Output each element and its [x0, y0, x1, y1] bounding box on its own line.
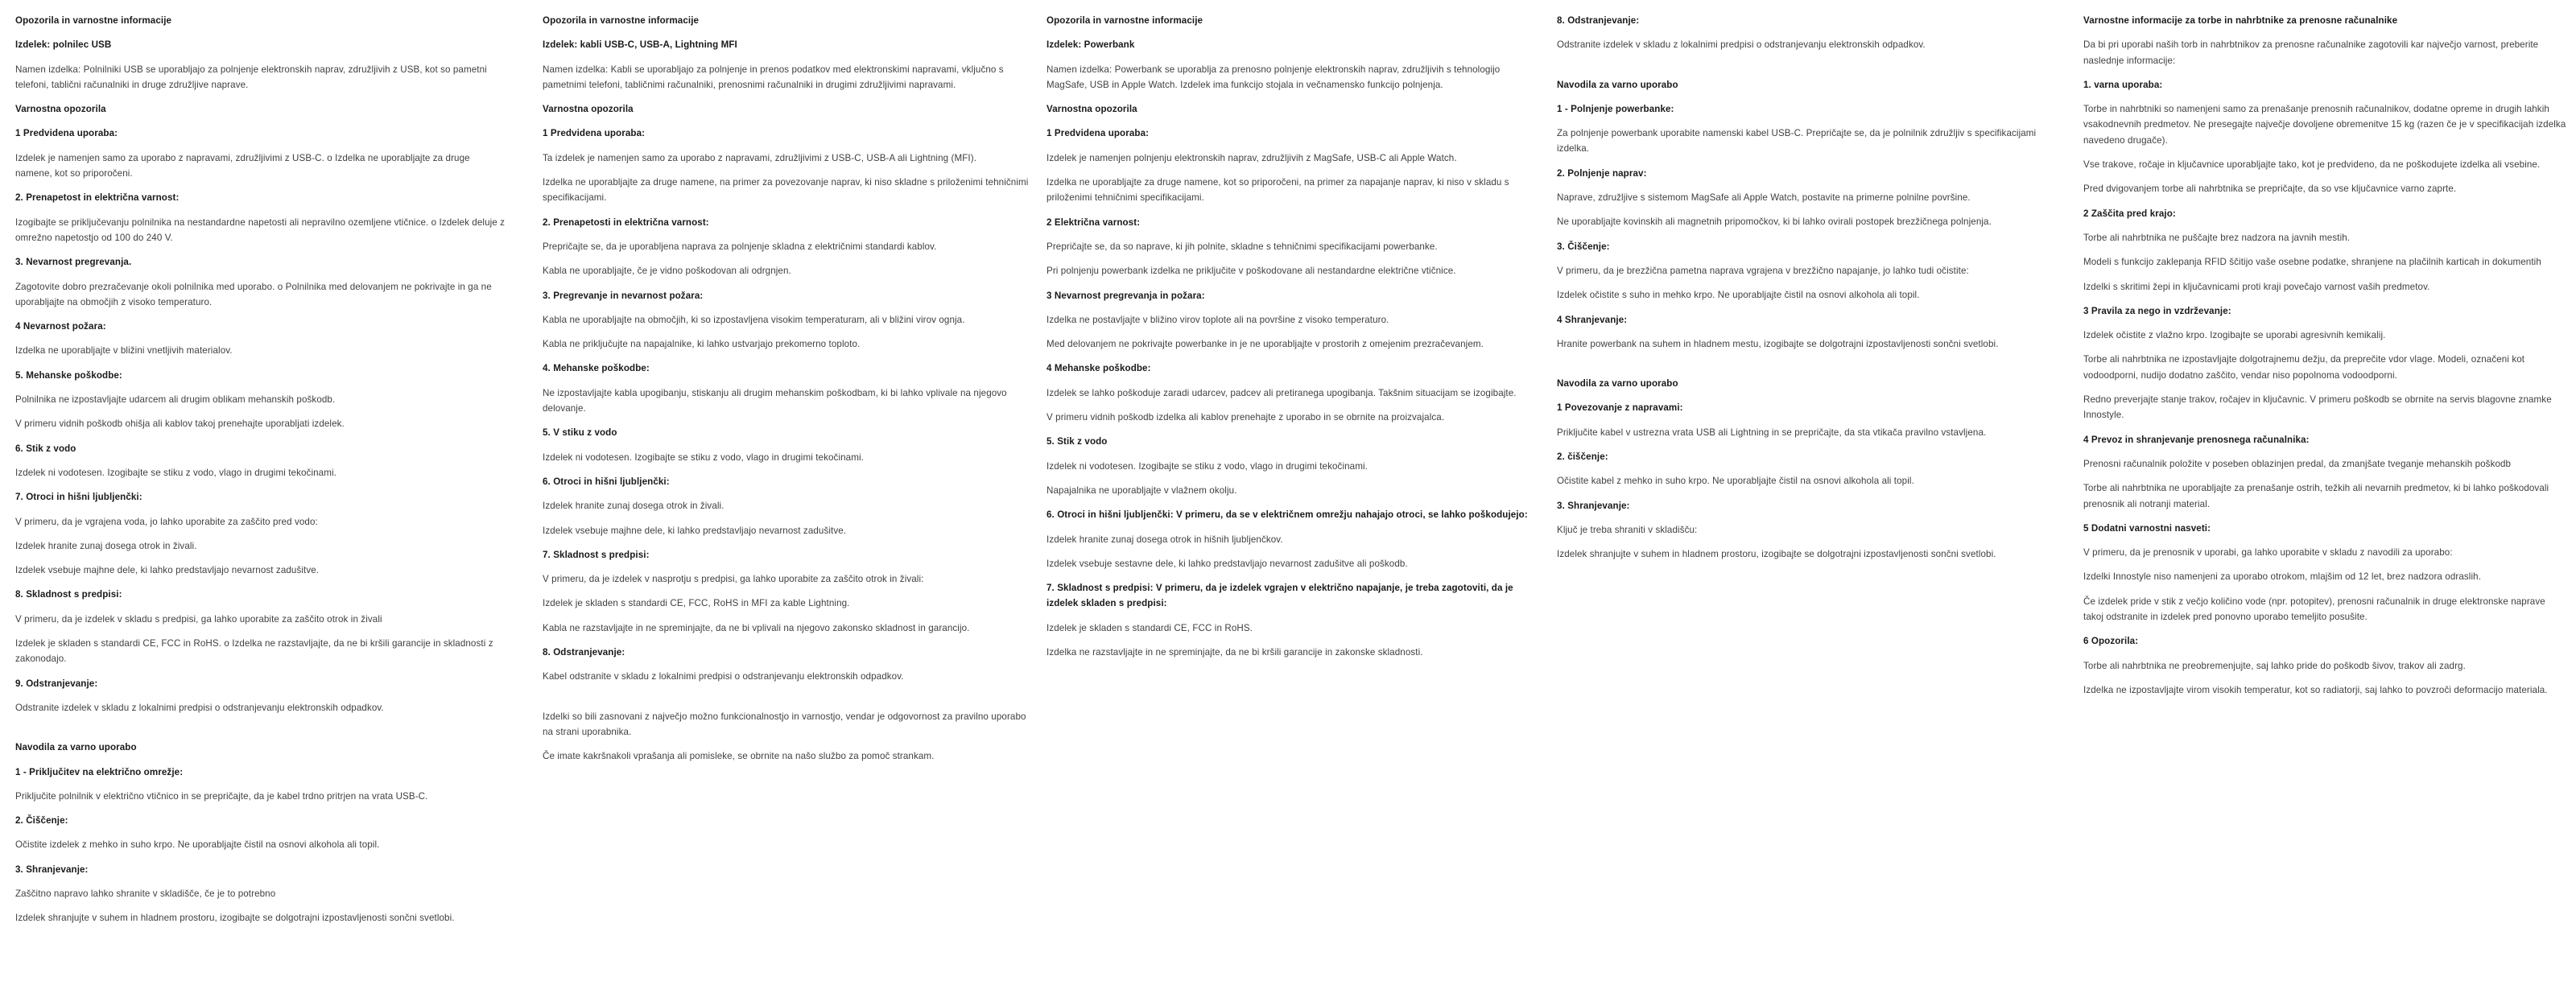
- section-heading: Varnostna opozorila: [15, 104, 106, 115]
- section-heading: 6. Otroci in hišni ljubljenčki: V primeru, da se v električnem omrežju nahajajo otroci, se lahko poškodujejo:: [1046, 509, 1528, 521]
- section-heading: 1 - Priključitev na električno omrežje:: [15, 766, 184, 777]
- paragraph: Namen izdelka: Powerbank se uporablja za prenosno polnjenje elektronskih naprav, združljivih s tehnologijo MagSafe, USB in Apple Watch. Izdelek ima funkcijo stojala in večnamensko funkcijo polnjenja.: [1046, 64, 1501, 90]
- section-heading: 6. Stik z vodo: [15, 443, 76, 454]
- section-heading: 1 Predvidena uporaba:: [543, 128, 646, 139]
- paragraph: Izdelek je skladen s standardi CE, FCC in RoHS.: [1046, 622, 1253, 633]
- section-heading: 1 Predvidena uporaba:: [15, 128, 118, 139]
- paragraph: Izdelek je namenjen samo za uporabo z napravami, združljivimi z USB-C. o Izdelka ne uporabljajte za druge namene, kot so priporočeni.: [15, 152, 470, 179]
- paragraph: V primeru, da je izdelek v skladu s predpisi, ga lahko uporabite za zaščito otrok in živali: [15, 613, 382, 625]
- section-heading: 2 Zaščita pred krajo:: [2083, 208, 2176, 219]
- section-heading: Opozorila in varnostne informacije: [1046, 15, 1203, 26]
- paragraph: Izdelek vsebuje sestavne dele, ki lahko predstavljajo nevarnost zadušitve ali poškodb.: [1046, 558, 1408, 569]
- section-heading: 3 Nevarnost pregrevanja in požara:: [1046, 290, 1205, 301]
- paragraph: Izdelka ne izpostavljajte virom visokih temperatur, kot so radiatorji, saj lahko to povzroči deformacijo materiala.: [2083, 684, 2548, 695]
- paragraph: Polnilnika ne izpostavljajte udarcem ali drugim oblikam mehanskih poškodb.: [15, 394, 336, 406]
- section-heading: 2. Prenapetosti in električna varnost:: [543, 216, 709, 228]
- section-heading: Navodila za varno uporabo: [15, 742, 137, 753]
- paragraph: V primeru, da je izdelek v nasprotju s predpisi, ga lahko uporabite za zaščito otrok in živali:: [543, 574, 924, 585]
- paragraph: Ključ je treba shraniti v skladišču:: [1557, 524, 1698, 535]
- column-powerbank-usage: [1557, 13, 2050, 571]
- paragraph: Če imate kakršnakoli vprašanja ali pomisleke, se obrnite na našo službo za pomoč strankam.: [543, 751, 935, 762]
- paragraph: Izdelek je namenjen polnjenju elektronskih naprav, združljivih z MagSafe, USB-C ali Apple Watch.: [1046, 152, 1457, 163]
- section-heading: Varnostna opozorila: [543, 104, 634, 115]
- paragraph: Odstranite izdelek v skladu z lokalnimi predpisi o odstranjevanju elektronskih odpadkov.: [15, 702, 384, 713]
- section-heading: 5. Stik z vodo: [1046, 436, 1108, 447]
- section-heading: 1 Predvidena uporaba:: [1046, 128, 1150, 139]
- paragraph: Odstranite izdelek v skladu z lokalnimi predpisi o odstranjevanju elektronskih odpadkov.: [1557, 39, 1926, 51]
- paragraph: Torbe ali nahrbtnika ne puščajte brez nadzora na javnih mestih.: [2083, 232, 2351, 243]
- section-heading: 2. Prenapetost in električna varnost:: [15, 192, 180, 204]
- section-heading: 2. čiščenje:: [1557, 451, 1608, 463]
- paragraph: Ne uporabljajte kovinskih ali magnetnih pripomočkov, ki bi lahko ovirali postopek brezžičnega polnjenja.: [1557, 216, 1992, 228]
- section-heading: 2. Polnjenje naprav:: [1557, 167, 1647, 179]
- paragraph: Prepričajte se, da so naprave, ki jih polnite, skladne s tehničnimi specifikacijami powerbanke.: [1046, 241, 1438, 252]
- section-heading: Navodila za varno uporabo: [1557, 79, 1678, 90]
- paragraph: Torbe ali nahrbtnika ne izpostavljajte dolgotrajnemu dežju, da preprečite vdor vlage. Modeli, označeni kot vodoodporni, nudijo dodatno zaščito, vendar niso popolnoma vodoodporni.: [2083, 354, 2525, 381]
- paragraph: Če izdelek pride v stik z večjo količino vode (npr. potopitev), prenosni računalnik in druge elektronske naprave takoj odstranite in izdelek pred ponovno uporabo temeljito posušite.: [2083, 596, 2545, 623]
- section-heading: Izdelek: Powerbank: [1046, 39, 1135, 51]
- paragraph: Pri polnjenju powerbank izdelka ne priključite v poškodovane ali nestandardne električne vtičnice.: [1046, 266, 1456, 277]
- section-heading: 1. varna uporaba:: [2083, 79, 2163, 90]
- section-heading: 8. Odstranjevanje:: [543, 647, 625, 658]
- paragraph: Izdelka ne postavljajte v bližino virov toplote ali na površine z visoko temperaturo.: [1046, 314, 1389, 325]
- paragraph: Očistite izdelek z mehko in suho krpo. Ne uporabljajte čistil na osnovi alkohola ali topil.: [15, 839, 380, 851]
- paragraph: Kabla ne priključujte na napajalnike, ki lahko ustvarjajo prekomerno toploto.: [543, 339, 861, 350]
- paragraph: Izdelek očistite z vlažno krpo. Izogibajte se uporabi agresivnih kemikalij.: [2083, 330, 2386, 341]
- paragraph: Izdelek shranjujte v suhem in hladnem prostoru, izogibajte se dolgotrajni izpostavljenosti sončni svetlobi.: [15, 913, 455, 924]
- paragraph: V primeru, da je prenosnik v uporabi, ga lahko uporabite v skladu z navodili za uporabo:: [2083, 547, 2453, 559]
- section-heading: 3. Čiščenje:: [1557, 241, 1610, 252]
- column-usb-charger: [15, 13, 508, 935]
- paragraph: Prepričajte se, da je uporabljena naprava za polnjenje skladna z električnimi standardi kablov.: [543, 241, 937, 252]
- section-heading: 1 - Polnjenje powerbanke:: [1557, 103, 1674, 114]
- paragraph: Namen izdelka: Kabli se uporabljajo za polnjenje in prenos podatkov med elektronskimi napravami, vključno s pametnimi telefoni, tabličnimi računalniki, prenosnimi računalniki in drugimi združljivimi napravami.: [543, 64, 1004, 90]
- paragraph: Ta izdelek je namenjen samo za uporabo z napravami, združljivimi z USB-C, USB-A ali Lightning (MFI).: [543, 152, 977, 163]
- paragraph: Torbe in nahrbtniki so namenjeni samo za prenašanje prenosnih računalnikov, dodatne opreme in drugih lahkih vsakodnevnih predmetov. Ne presegajte največje dovoljene obremenitve 15 kg (razen če je v specifikacijah izdelka navedeno drugače).: [2083, 104, 2566, 146]
- section-heading: 4 Prevoz in shranjevanje prenosnega računalnika:: [2083, 434, 2310, 445]
- paragraph: Namen izdelka: Polnilniki USB se uporabljajo za polnjenje elektronskih naprav, združljivih z USB, kot so pametni telefoni, tablični računalniki in druge združljive naprave.: [15, 64, 487, 90]
- column-powerbank: [1046, 13, 1539, 669]
- paragraph: Kabla ne uporabljajte, če je vidno poškodovan ali odrgnjen.: [543, 266, 791, 277]
- section-heading: 4. Mehanske poškodbe:: [543, 363, 650, 374]
- paragraph: V primeru vidnih poškodb izdelka ali kablov prenehajte z uporabo in se obrnite na proizvajalca.: [1046, 412, 1445, 423]
- paragraph: Izdelek je skladen s standardi CE, FCC in RoHS. o Izdelka ne razstavljajte, da ne bi kršili garancije in skladnosti z zakonodajo.: [15, 638, 493, 665]
- paragraph: Izdelek ni vodotesen. Izogibajte se stiku z vodo, vlago in drugimi tekočinami.: [1046, 460, 1368, 472]
- paragraph: Izdelek shranjujte v suhem in hladnem prostoru, izogibajte se dolgotrajni izpostavljenosti sončni svetlobi.: [1557, 549, 1996, 560]
- section-heading: 3. Shranjevanje:: [1557, 500, 1630, 511]
- paragraph: Izdelek hranite zunaj dosega otrok in hišnih ljubljenčkov.: [1046, 534, 1283, 545]
- section-heading: Izdelek: kabli USB-C, USB-A, Lightning MFI: [543, 39, 737, 51]
- section-heading: 3. Shranjevanje:: [15, 864, 89, 875]
- paragraph: Zaščitno napravo lahko shranite v skladišče, če je to potrebno: [15, 888, 276, 899]
- section-heading: 4 Shranjevanje:: [1557, 314, 1628, 325]
- section-heading: 8. Odstranjevanje:: [1557, 15, 1640, 26]
- column-cables: [543, 13, 1035, 773]
- paragraph: Izdelki Innostyle niso namenjeni za uporabo otrokom, mlajšim od 12 let, brez nadzora odraslih.: [2083, 571, 2482, 583]
- section-heading: Navodila za varno uporabo: [1557, 378, 1678, 390]
- paragraph: V primeru, da je vgrajena voda, jo lahko uporabite za zaščito pred vodo:: [15, 516, 318, 527]
- paragraph: Hranite powerbank na suhem in hladnem mestu, izogibajte se dolgotrajni izpostavljenosti sončni svetlobi.: [1557, 338, 1999, 349]
- paragraph: Izdelka ne razstavljajte in ne spreminjajte, da ne bi kršili garancije in zakonske skladnosti.: [1046, 647, 1423, 658]
- paragraph: Med delovanjem ne pokrivajte powerbanke in je ne uporabljajte v prostorih z omejenim prezračevanjem.: [1046, 339, 1484, 350]
- section-heading: 2 Električna varnost:: [1046, 216, 1141, 228]
- paragraph: Torbe ali nahrbtnika ne preobremenjujte, saj lahko pride do poškodb šivov, trakov ali zadrg.: [2083, 660, 2466, 671]
- section-heading: 8. Skladnost s predpisi:: [15, 589, 122, 600]
- section-heading: Varnostna opozorila: [1046, 104, 1137, 115]
- section-heading: 4 Mehanske poškodbe:: [1046, 363, 1151, 374]
- paragraph: Izdelek hranite zunaj dosega otrok in živali.: [15, 540, 197, 551]
- paragraph: Izdelek ni vodotesen. Izogibajte se stiku z vodo, vlago in drugimi tekočinami.: [15, 467, 336, 478]
- paragraph: Izdelka ne uporabljajte za druge namene, na primer za povezovanje naprav, ki niso skladne s priloženimi tehničnimi specifikacijami.: [543, 177, 1029, 204]
- paragraph: Pred dvigovanjem torbe ali nahrbtnika se prepričajte, da so vse ključavnice varno zaprte.: [2083, 183, 2457, 195]
- paragraph: Izdelek je skladen s standardi CE, FCC, RoHS in MFI za kable Lightning.: [543, 598, 850, 609]
- paragraph: Modeli s funkcijo zaklepanja RFID ščitijo vaše osebne podatke, shranjene na plačilnih karticah in dokumentih: [2083, 257, 2541, 268]
- paragraph: Izdelek vsebuje majhne dele, ki lahko predstavljajo nevarnost zadušitve.: [15, 565, 320, 576]
- section-heading: 7. Skladnost s predpisi: V primeru, da je izdelek vgrajen v električno napajanje, je treba zagotoviti, da je izdelek skladen s predpisi:: [1046, 583, 1513, 609]
- section-heading: 3 Pravila za nego in vzdrževanje:: [2083, 305, 2231, 316]
- paragraph: Izdelki s skritimi žepi in ključavnicami proti kraji povečajo varnost vaših predmetov.: [2083, 281, 2430, 292]
- section-heading: 5. Mehanske poškodbe:: [15, 369, 122, 381]
- paragraph: Torbe ali nahrbtnika ne uporabljajte za prenašanje ostrih, težkih ali nevarnih predmetov, ki bi lahko poškodovali prenosnik ali notranji material.: [2083, 483, 2549, 509]
- section-heading: Opozorila in varnostne informacije: [15, 15, 172, 26]
- paragraph: Izdelek vsebuje majhne dele, ki lahko predstavljajo nevarnost zadušitve.: [543, 525, 847, 536]
- section-heading: 3. Pregrevanje in nevarnost požara:: [543, 290, 704, 301]
- paragraph: Za polnjenje powerbank uporabite namenski kabel USB-C. Prepričajte se, da je polnilnik združljiv s specifikacijami izdelka.: [1557, 128, 2037, 155]
- section-heading: 5 Dodatni varnostni nasveti:: [2083, 522, 2211, 534]
- paragraph: Izogibajte se priključevanju polnilnika na nestandardne napetosti ali nepravilno ozemljene vtičnice. o Izdelek deluje z omrežno napetostjo od 100 do 240 V.: [15, 216, 506, 243]
- paragraph: Izdelek se lahko poškoduje zaradi udarcev, padcev ali pretiranega upogibanja. Takšnim situacijam se izogibajte.: [1046, 387, 1517, 398]
- section-heading: 1 Povezovanje z napravami:: [1557, 402, 1683, 414]
- section-heading: 7. Otroci in hišni ljubljenčki:: [15, 492, 142, 503]
- paragraph: Naprave, združljive s sistemom MagSafe ali Apple Watch, postavite na primerne polnilne površine.: [1557, 192, 1971, 204]
- paragraph: Kabel odstranite v skladu z lokalnimi predpisi o odstranjevanju elektronskih odpadkov.: [543, 671, 904, 682]
- paragraph: Redno preverjajte stanje trakov, ročajev in ključavnic. V primeru poškodb se obrnite na servis blagovne znamke Innostyle.: [2083, 394, 2552, 421]
- paragraph: Kabla ne razstavljajte in ne spreminjajte, da ne bi vplivali na njegovo zakonsko skladnost in garancijo.: [543, 622, 970, 633]
- paragraph: V primeru, da je brezžična pametna naprava vgrajena v brezžično napajanje, jo lahko tudi očistite:: [1557, 265, 1969, 276]
- column-laptop-bags: [2083, 13, 2566, 707]
- section-heading: 2. Čiščenje:: [15, 815, 68, 827]
- paragraph: Vse trakove, ročaje in ključavnice uporabljajte tako, kot je predvideno, da ne poškodujete izdelka ali vsebine.: [2083, 159, 2541, 171]
- paragraph: V primeru vidnih poškodb ohišja ali kablov takoj prenehajte uporabljati izdelek.: [15, 418, 345, 430]
- section-heading: 9. Odstranjevanje:: [15, 678, 98, 689]
- paragraph: Napajalnika ne uporabljajte v vlažnem okolju.: [1046, 484, 1237, 496]
- paragraph: Izdelek hranite zunaj dosega otrok in živali.: [543, 501, 724, 512]
- section-heading: 5. V stiku z vodo: [543, 427, 617, 439]
- section-heading: 3. Nevarnost pregrevanja.: [15, 257, 132, 268]
- paragraph: Da bi pri uporabi naših torb in nahrbtnikov za prenosne računalnike zagotovili kar največjo varnost, preberite naslednje informacije:: [2083, 39, 2539, 66]
- section-heading: Varnostne informacije za torbe in nahrbtnike za prenosne računalnike: [2083, 15, 2398, 26]
- paragraph: Izdelek ni vodotesen. Izogibajte se stiku z vodo, vlago in drugimi tekočinami.: [543, 451, 864, 463]
- paragraph: Očistite kabel z mehko in suho krpo. Ne uporabljajte čistil na osnovi alkohola ali topil.: [1557, 476, 1914, 487]
- paragraph: Izdelka ne uporabljajte v bližini vnetljivih materialov.: [15, 345, 233, 357]
- paragraph: Kabla ne uporabljajte na območjih, ki so izpostavljena visokim temperaturam, ali v bližini virov ognja.: [543, 314, 965, 325]
- paragraph: Prenosni računalnik položite v poseben oblazinjen predal, da zmanjšate tveganje mehanskih poškodb: [2083, 458, 2512, 469]
- section-heading: 4 Nevarnost požara:: [15, 321, 106, 332]
- section-heading: 6. Otroci in hišni ljubljenčki:: [543, 476, 670, 487]
- section-heading: Opozorila in varnostne informacije: [543, 15, 700, 26]
- paragraph: Ne izpostavljajte kabla upogibanju, stiskanju ali drugim mehanskim poškodbam, ki bi lahko vplivale na njegovo delovanje.: [543, 387, 1007, 414]
- section-heading: Izdelek: polnilec USB: [15, 39, 112, 51]
- paragraph: Priključite kabel v ustrezna vrata USB ali Lightning in se prepričajte, da sta vtikača pravilno vstavljena.: [1557, 427, 1987, 438]
- paragraph: Priključite polnilnik v električno vtičnico in se prepričajte, da je kabel trdno pritrjen na vrata USB-C.: [15, 790, 428, 802]
- section-heading: 7. Skladnost s predpisi:: [543, 549, 650, 560]
- section-heading: 6 Opozorila:: [2083, 636, 2139, 647]
- paragraph: Zagotovite dobro prezračevanje okoli polnilnika med uporabo. o Polnilnika med delovanjem ne pokrivajte in ga ne uporabljajte na območjih z visoko temperaturo.: [15, 281, 492, 307]
- paragraph: Izdelek očistite s suho in mehko krpo. Ne uporabljajte čistil na osnovi alkohola ali topil.: [1557, 290, 1920, 301]
- paragraph: Izdelka ne uporabljajte za druge namene, kot so priporočeni, na primer za napajanje naprav, ki niso v skladu s priloženimi tehničnimi specifikacijami.: [1046, 177, 1509, 204]
- paragraph: Izdelki so bili zasnovani z največjo možno funkcionalnostjo in varnostjo, vendar je odgovornost za pravilno uporabo na strani uporabnika.: [543, 711, 1026, 737]
